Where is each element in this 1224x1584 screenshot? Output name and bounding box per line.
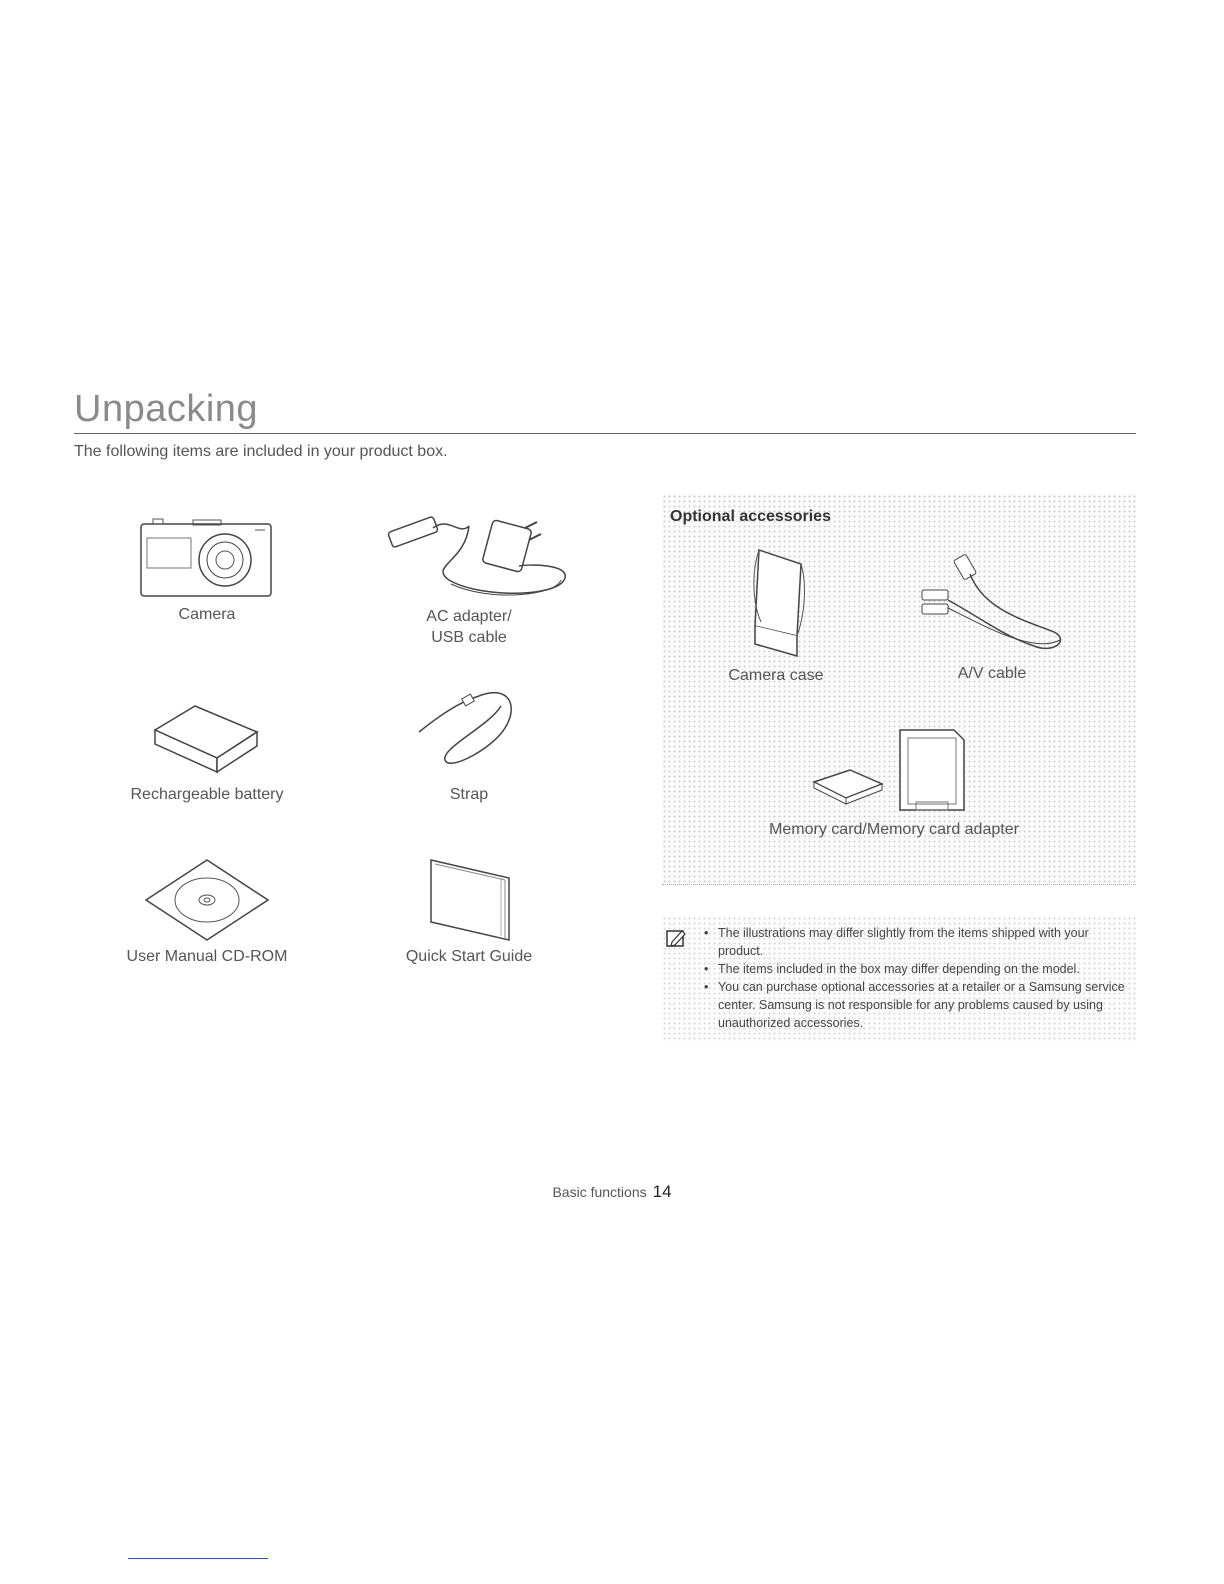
item-label: AC adapter/ USB cable — [426, 608, 512, 646]
item-label: User Manual CD-ROM — [126, 948, 288, 965]
item-quick-start-guide — [354, 856, 584, 967]
memory-card-icon — [804, 726, 984, 816]
optional-item-label: A/V cable — [957, 665, 1027, 682]
av-cable-icon — [914, 550, 1070, 660]
optional-item-camera-case — [706, 544, 846, 685]
optional-item-memory-card — [734, 726, 1054, 839]
page-number: 14 — [652, 1182, 672, 1201]
item-label: Camera — [178, 606, 236, 623]
page-title: Unpacking — [74, 388, 259, 430]
title-divider — [74, 433, 1136, 434]
ac-adapter-usb-cable-icon — [369, 506, 569, 602]
item-camera — [92, 516, 322, 625]
optional-item-av-cable — [912, 550, 1072, 683]
item-ac-adapter — [354, 506, 584, 648]
battery-icon — [147, 700, 267, 780]
page-footer — [0, 1182, 1224, 1202]
optional-item-label: Camera case — [728, 667, 824, 684]
item-label: Rechargeable battery — [130, 786, 284, 803]
item-label: Strap — [449, 786, 489, 803]
note-icon — [666, 928, 686, 948]
item-cd-rom — [92, 858, 322, 967]
item-label: Quick Start Guide — [405, 948, 533, 965]
optional-item-label: Memory card/Memory card adapter — [769, 821, 1019, 838]
intro-text: The following items are included in your product box. — [74, 443, 448, 460]
cd-rom-icon — [142, 858, 272, 942]
camera-icon — [137, 516, 277, 600]
strap-icon — [409, 676, 529, 780]
link-underline — [128, 1558, 268, 1559]
note-item: • The illustrations may differ slightly from the items shipped with your product. — [704, 924, 1128, 960]
note-item: • You can purchase optional accessories at a retailer or a Samsung service center. Samsung is not responsible for any problems caused by using unauthorized accessories. — [704, 978, 1128, 1032]
item-battery — [92, 700, 322, 805]
footer-section: Basic functions — [552, 1184, 647, 1200]
camera-case-icon — [721, 544, 831, 662]
note-item: • The items included in the box may differ depending on the model. — [704, 960, 1128, 978]
note-list — [704, 924, 1128, 1032]
optional-accessories-title: Optional accessories — [670, 508, 831, 525]
item-strap — [354, 676, 584, 805]
guide-book-icon — [419, 856, 519, 942]
